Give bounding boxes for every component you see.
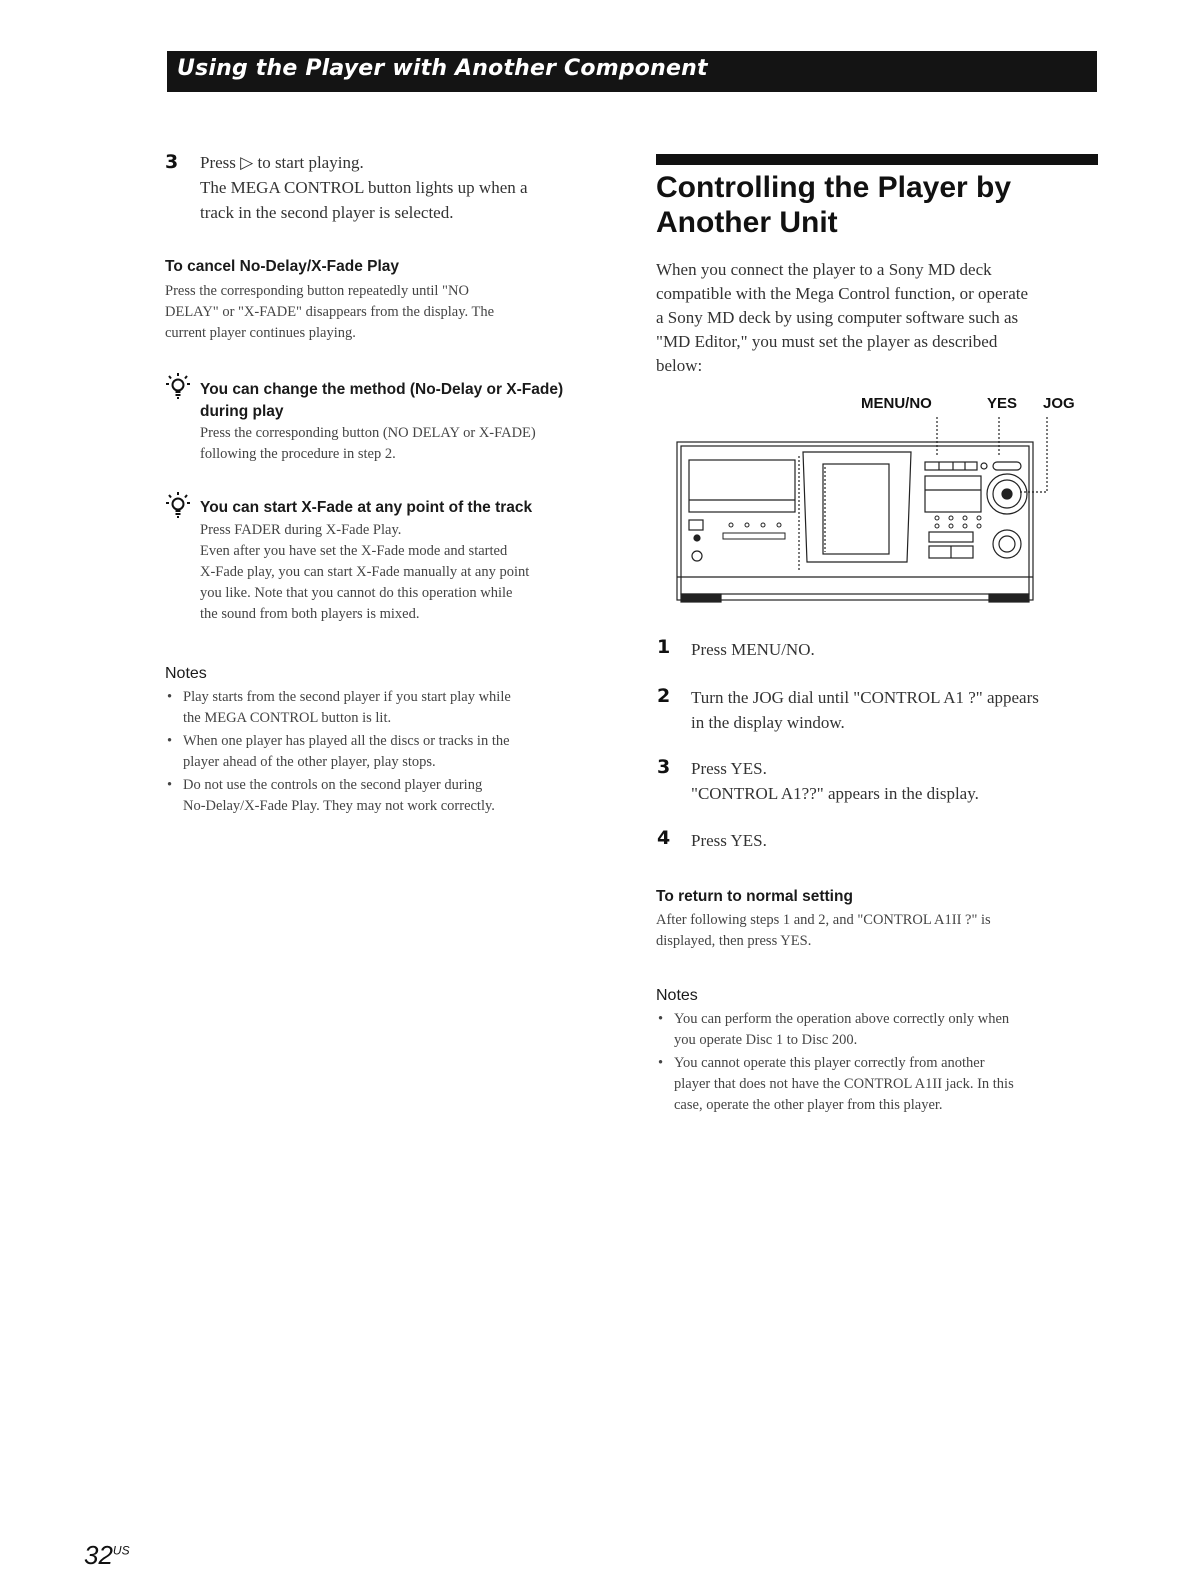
- step-line: Press YES.: [691, 831, 767, 850]
- intro-line: "MD Editor," you must set the player as described: [656, 332, 998, 351]
- cancel-line: current player continues playing.: [165, 325, 356, 341]
- step-number: 3: [165, 151, 179, 173]
- section-header-bar: [167, 51, 1097, 92]
- tip-2-line: X-Fade play, you can start X-Fade manually at any point: [200, 564, 530, 580]
- note-line: No-Delay/X-Fade Play. They may not work correctly.: [183, 798, 495, 814]
- intro-line: compatible with the Mega Control function, or operate: [656, 284, 1029, 303]
- section-title: Using the Player with Another Component: [177, 56, 708, 81]
- tip-2-body: [200, 520, 620, 625]
- step-number: 1: [657, 636, 671, 658]
- step-number: 2: [657, 685, 671, 707]
- step-line: Press MENU/NO.: [691, 640, 815, 659]
- note-line: case, operate the other player from this player.: [674, 1097, 943, 1113]
- menu-no-label: MENU/NO: [861, 395, 932, 412]
- tip-2-heading: You can start X-Fade at any point of the track: [200, 499, 533, 516]
- list-item: [167, 775, 607, 817]
- section-heading-line: Controlling the Player by: [656, 171, 1012, 204]
- section-heading: [656, 170, 1096, 240]
- tip-2-line: Press FADER during X-Fade Play.: [200, 522, 402, 538]
- step-line: Press YES.: [691, 759, 767, 778]
- lightbulb-tip-icon: [163, 490, 193, 522]
- intro-line: a Sony MD deck by using computer software such as: [656, 308, 1019, 327]
- tip-1-line: following the procedure in step 2.: [200, 446, 396, 462]
- cancel-body: [165, 281, 615, 344]
- return-heading: To return to normal setting: [656, 888, 853, 905]
- step-4-text: [691, 828, 1101, 853]
- tip-1-heading: [200, 379, 563, 423]
- cancel-line: Press the corresponding button repeatedly until "NO: [165, 283, 469, 299]
- tip-2-line: you like. Note that you cannot do this operation while: [200, 585, 513, 601]
- step-1-text: [691, 637, 1101, 662]
- page-number: [84, 1540, 130, 1571]
- tip-2-line: Even after you have set the X-Fade mode and started: [200, 543, 508, 559]
- note-line: • You cannot operate this player correctly from another: [674, 1055, 985, 1071]
- step-2-text: [691, 685, 1101, 735]
- tip-1-body: [200, 423, 620, 465]
- tip-1-heading-line: during play: [200, 403, 284, 420]
- note-line: • Do not use the controls on the second player during: [183, 777, 483, 793]
- tip-2-line: the sound from both players is mixed.: [200, 606, 420, 622]
- jog-label: JOG: [1043, 395, 1075, 412]
- note-line: • You can perform the operation above correctly only when: [674, 1011, 1010, 1027]
- list-item: [167, 687, 607, 729]
- note-line: player that does not have the CONTROL A1II jack. In this: [674, 1076, 1014, 1092]
- notes-list: [658, 1009, 1098, 1118]
- page-number-value: 32: [84, 1540, 113, 1570]
- return-body: [656, 910, 1101, 952]
- intro-line: below:: [656, 356, 703, 375]
- step-3-text: [200, 150, 640, 225]
- step-3-line-2: The MEGA CONTROL button lights up when a: [200, 178, 528, 197]
- note-line: • Play starts from the second player if you start play while: [183, 689, 511, 705]
- section-rule: [656, 154, 1098, 165]
- return-line: After following steps 1 and 2, and "CONTROL A1II ?" is: [656, 912, 991, 928]
- step-3-line-1: Press ▷ to start playing.: [200, 153, 364, 172]
- step-number: 4: [657, 827, 671, 849]
- yes-label: YES: [987, 395, 1018, 412]
- note-line: • When one player has played all the discs or tracks in the: [183, 733, 510, 749]
- note-line: you operate Disc 1 to Disc 200.: [674, 1032, 858, 1048]
- list-item: [658, 1053, 1098, 1116]
- notes-heading: Notes: [656, 987, 698, 1004]
- step-line: Turn the JOG dial until "CONTROL A1 ?" appears: [691, 688, 1039, 707]
- step-number: 3: [657, 756, 671, 778]
- page-number-suffix: US: [112, 1543, 130, 1558]
- cd-player-diagram: [675, 412, 1060, 612]
- intro-line: When you connect the player to a Sony MD deck: [656, 260, 992, 279]
- list-item: [658, 1009, 1098, 1051]
- section-heading-line: Another Unit: [656, 206, 838, 239]
- list-item: [167, 731, 607, 773]
- note-line: the MEGA CONTROL button is lit.: [183, 710, 392, 726]
- cancel-heading: To cancel No-Delay/X-Fade Play: [165, 258, 400, 275]
- step-line: "CONTROL A1??" appears in the display.: [691, 784, 979, 803]
- notes-heading: Notes: [165, 665, 207, 682]
- step-line: in the display window.: [691, 713, 845, 732]
- return-line: displayed, then press YES.: [656, 933, 812, 949]
- cancel-line: DELAY" or "X-FADE" disappears from the display. The: [165, 304, 495, 320]
- note-line: player ahead of the other player, play stops.: [183, 754, 436, 770]
- intro-paragraph: [656, 258, 1101, 378]
- tip-1-line: Press the corresponding button (NO DELAY or X-FADE): [200, 425, 536, 441]
- step-3-text: [691, 756, 1101, 806]
- step-3-line-3: track in the second player is selected.: [200, 203, 454, 222]
- tip-1-heading-line: You can change the method (No-Delay or X-Fade): [200, 381, 564, 398]
- lightbulb-tip-icon: [163, 371, 193, 403]
- notes-list: [167, 687, 607, 819]
